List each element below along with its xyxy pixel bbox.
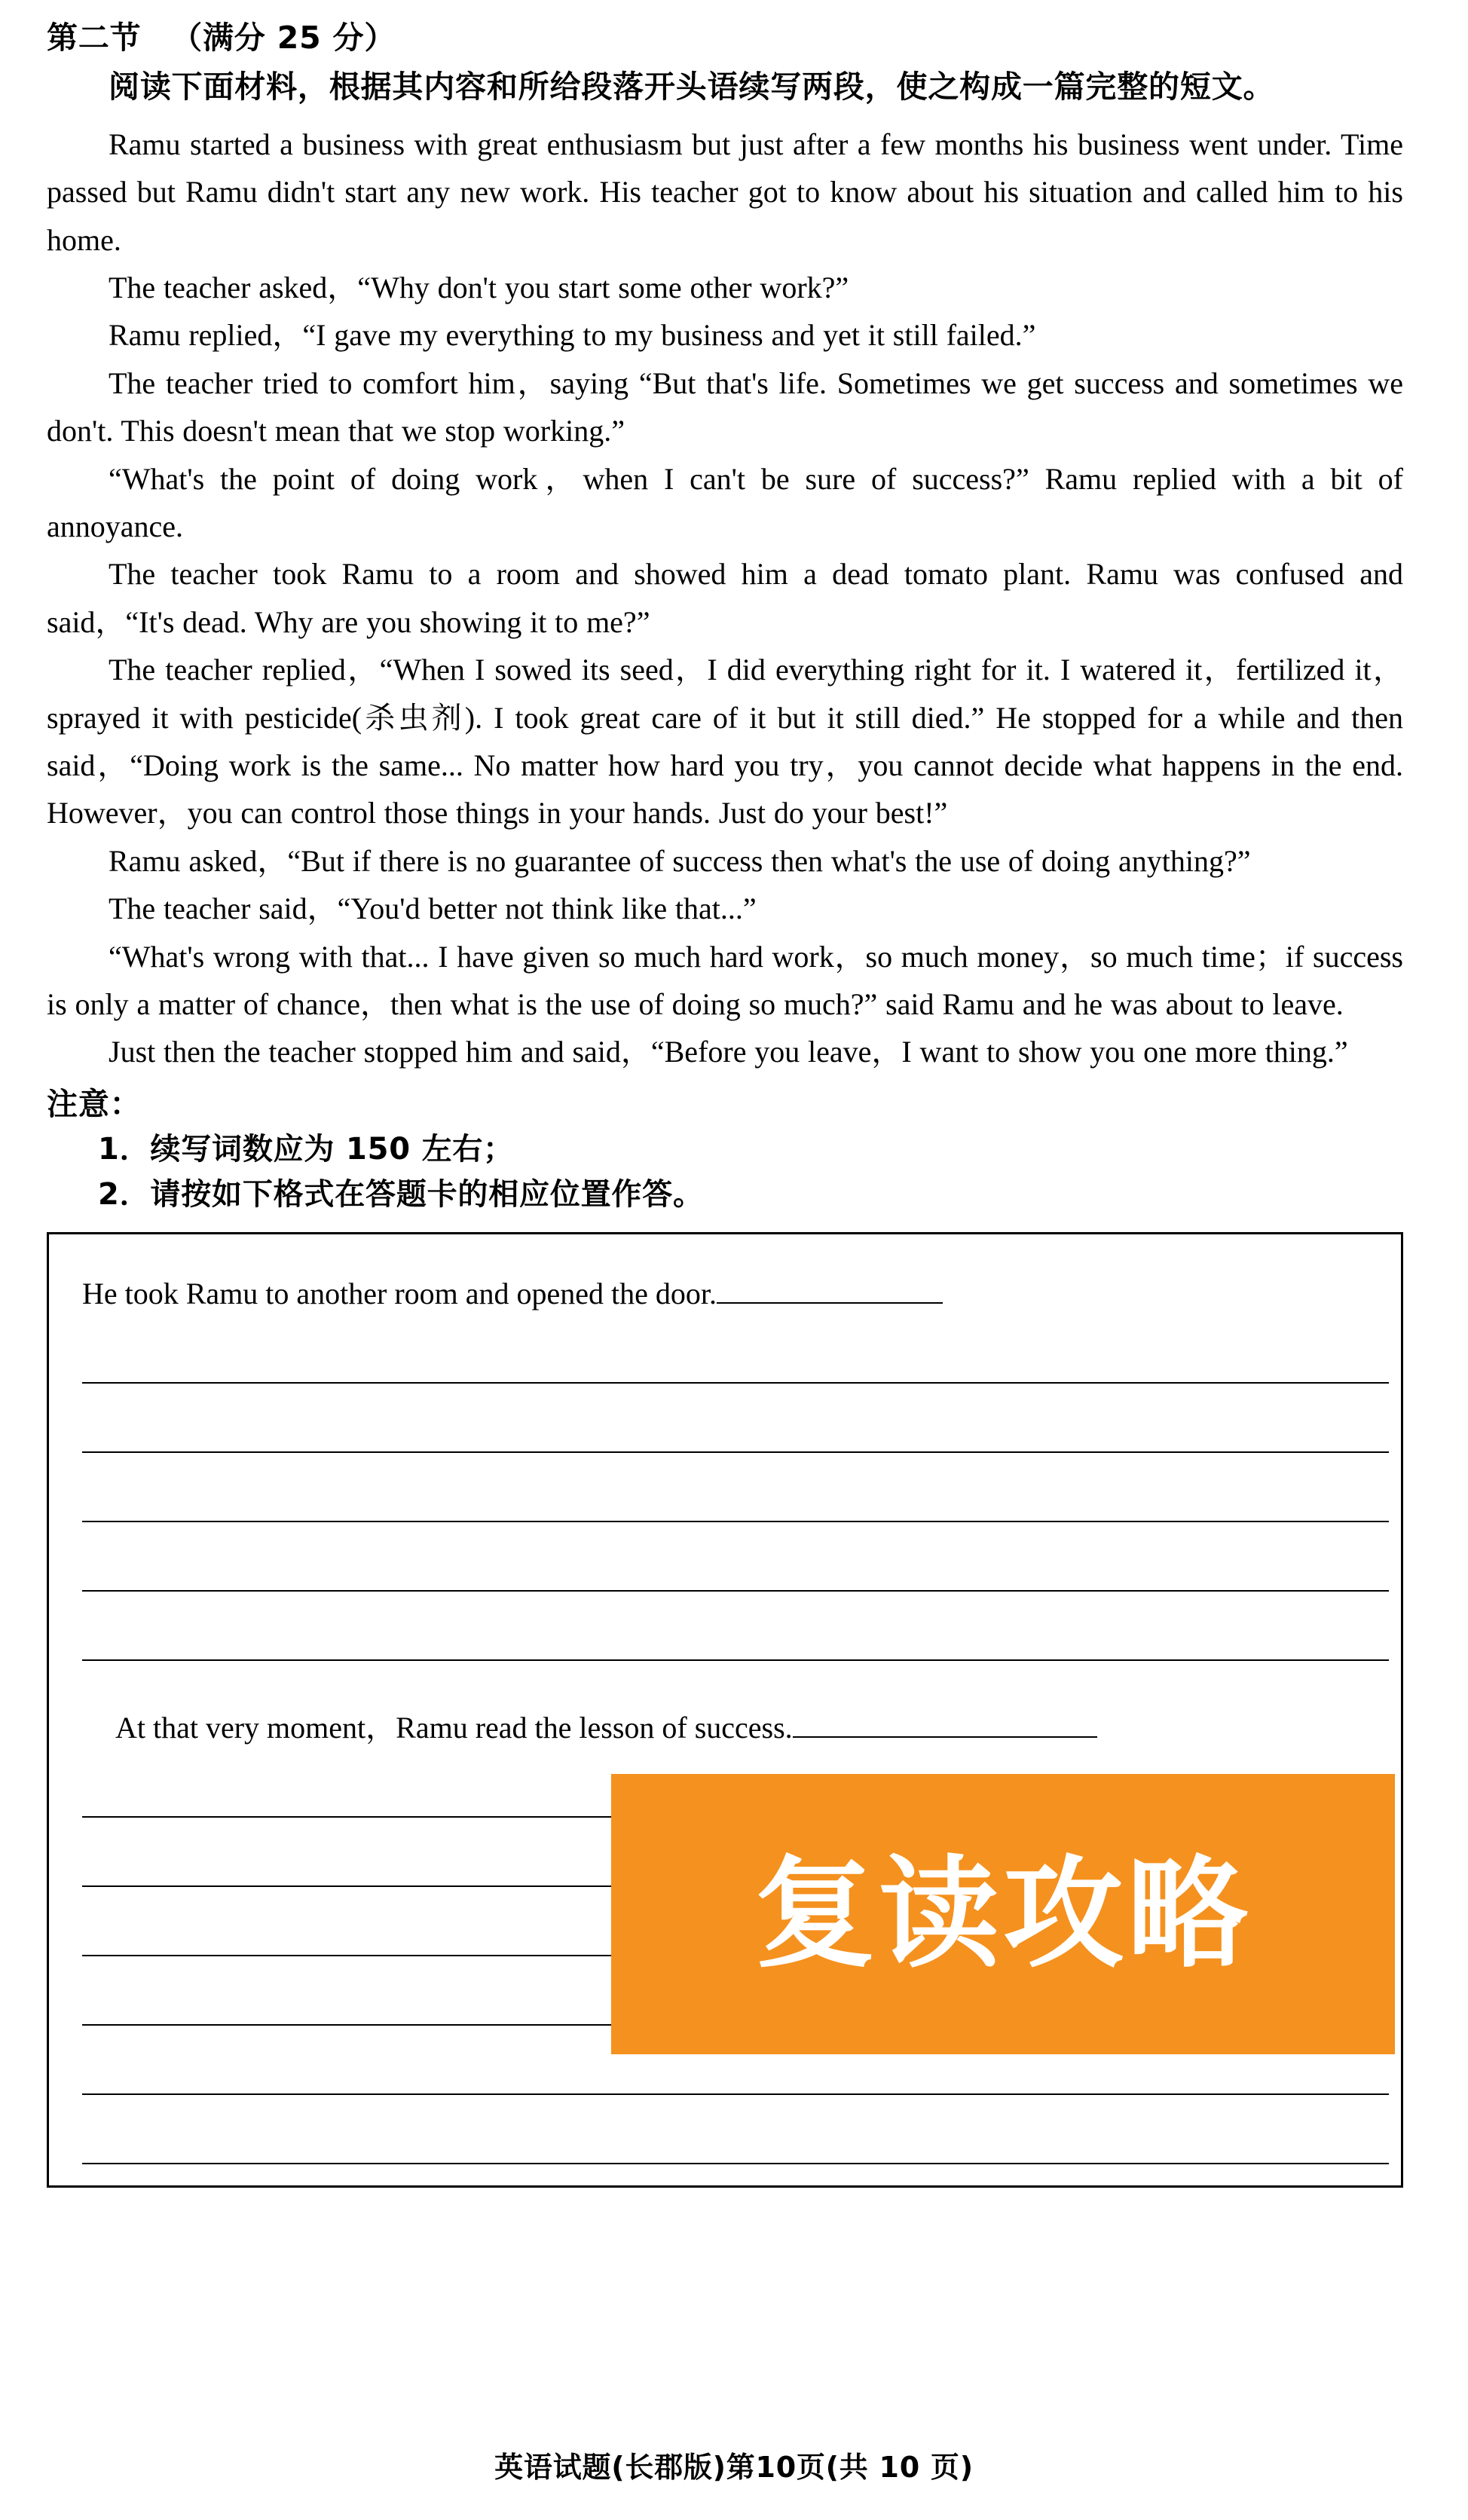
- reading-passage: [47, 121, 1403, 1076]
- page-footer: [0, 2451, 1468, 2485]
- write-rule[interactable]: [82, 1659, 1389, 1661]
- write-rule[interactable]: [82, 1382, 1389, 1384]
- passage-paragraph: The teacher replied，“When I sowed its seed，I did everything right for it. I watered it，fertilized it，sprayed it with pesticide(杀虫剂). I took great care of it but it still died.” He stopped for a while and then said，“Doing work is the same... No matter how hard you try，you cannot decide what happens in the end. However，you can control those things in your hands. Just do your best!”: [47, 653, 1403, 830]
- watermark-badge: [611, 1774, 1395, 2054]
- write-rule[interactable]: [82, 1590, 1389, 1592]
- passage-paragraph: The teacher asked，“Why don't you start some other work?”: [109, 271, 849, 305]
- answer-paragraph1-lead: [82, 1274, 1389, 1309]
- section-heading-score: （满分 25 分）: [171, 20, 396, 56]
- passage-paragraph: The teacher took Ramu to a room and showed him a dead tomato plant. Ramu was confused and said，“It's dead. Why are you showing it to me?”: [47, 557, 1403, 639]
- section-instruction-text: 阅读下面材料，根据其内容和所给段落开头语续写两段，使之构成一篇完整的短文。: [109, 69, 1275, 106]
- write-rule-segment[interactable]: [717, 1274, 943, 1304]
- passage-paragraph: Just then the teacher stopped him and said，“Before you leave，I want to show you one more thing.”: [109, 1035, 1348, 1069]
- passage-paragraph: Ramu replied，“I gave my everything to my business and yet it still failed.”: [109, 318, 1036, 353]
- passage-paragraph: Ramu started a business with great enthusiasm but just after a few months his business went under. Time passed but Ramu didn't start any new work. His teacher got to know about his situation and called him to his home.: [47, 127, 1403, 257]
- section-heading-label: 第二节: [47, 20, 142, 56]
- passage-paragraph: “What's the point of doing work，when I can't be sure of success?” Ramu replied with a bit of annoyance.: [47, 461, 1403, 543]
- passage-paragraph: Ramu asked，“But if there is no guarantee of success then what's the use of doing anything?”: [109, 843, 1251, 878]
- passage-paragraph: “What's wrong with that... I have given so much hard work，so much money，so much time；if success is only a matter of chance，then what is the use of doing so much?” said Ramu and he was about to leave.: [47, 939, 1403, 1021]
- write-rule-segment[interactable]: [793, 1708, 1097, 1738]
- answer-paragraph2-lead-text: At that very moment，Ramu read the lesson of success.: [115, 1711, 793, 1745]
- watermark-text: 复读攻略: [754, 1843, 1252, 1985]
- answer-box[interactable]: [47, 1232, 1403, 2188]
- section-instruction: [47, 64, 1403, 110]
- write-rule[interactable]: [82, 1451, 1389, 1453]
- write-rule[interactable]: [82, 1521, 1389, 1522]
- passage-paragraph: The teacher said，“You'd better not think like that...”: [109, 891, 757, 926]
- note-item: 1．续写词数应为 150 左右；: [98, 1132, 514, 1167]
- notes-title: 注意：: [47, 1085, 142, 1122]
- notes-block: [47, 1082, 1403, 1217]
- answer-paragraph1-lead-text: He took Ramu to another room and opened the door.: [82, 1277, 717, 1311]
- section-heading: [47, 20, 1403, 57]
- write-rule[interactable]: [82, 2093, 1389, 2095]
- page-footer-text: 英语试题(长郡版)第10页(共 10 页): [494, 2451, 974, 2485]
- write-rule[interactable]: [82, 2163, 1389, 2164]
- note-item: 2．请按如下格式在答题卡的相应位置作答。: [98, 1177, 704, 1213]
- answer-paragraph2-lead: [82, 1708, 1389, 1743]
- passage-paragraph: The teacher tried to comfort him，saying “But that's life. Sometimes we get success and sometimes we don't. This doesn't mean that we stop working.”: [47, 365, 1403, 448]
